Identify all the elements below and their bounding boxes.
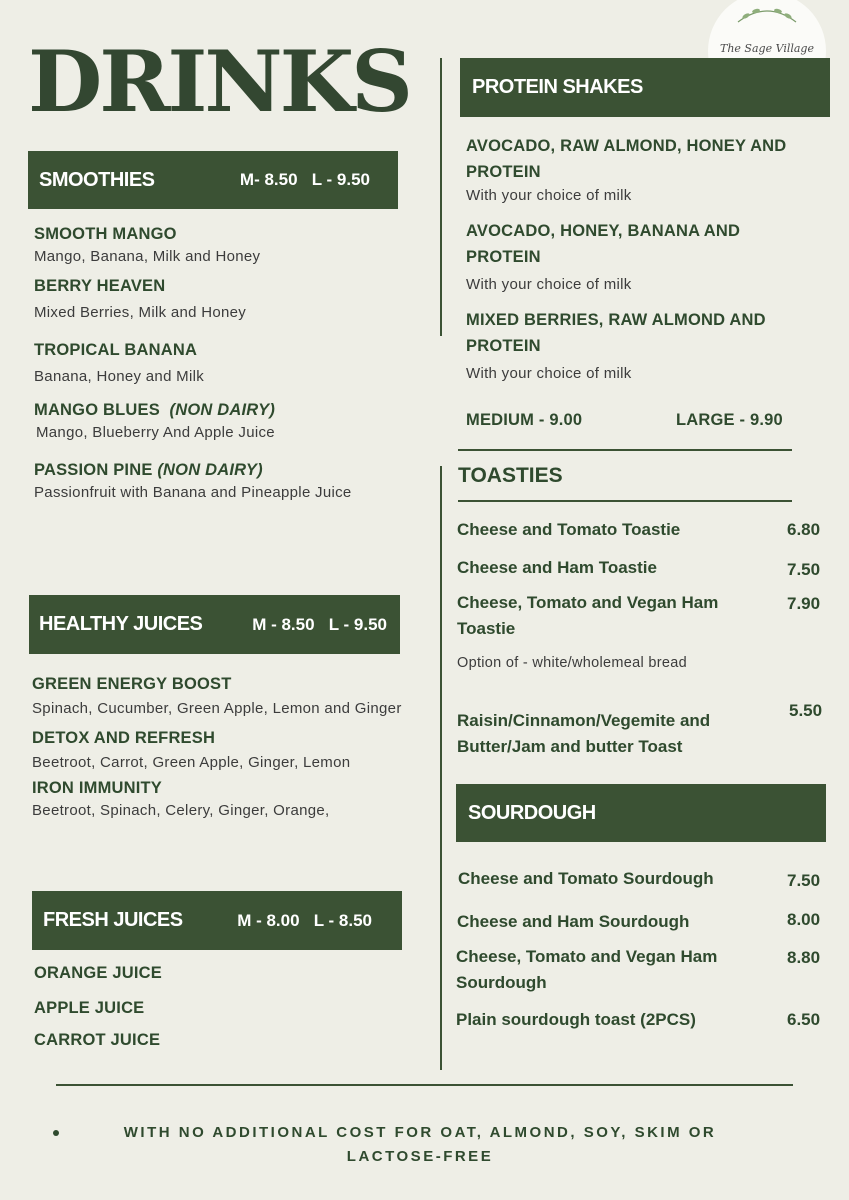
list-item	[32, 675, 432, 719]
item-name: MIXED BERRIES, RAW ALMOND AND PROTEIN	[466, 311, 766, 355]
item-name: PASSION PINE	[34, 461, 153, 479]
bullet-icon	[53, 1130, 59, 1136]
sourdough-price: 7.50	[787, 871, 821, 890]
smoothies-title: SMOOTHIES	[39, 168, 155, 191]
item-name: AVOCADO, RAW ALMOND, HONEY AND PROTEIN	[466, 137, 787, 181]
item-name: GREEN ENERGY BOOST	[32, 675, 232, 693]
fresh-juices-title: FRESH JUICES	[43, 909, 183, 931]
healthy-juices-list	[32, 675, 432, 821]
list-item	[34, 277, 414, 323]
healthy-juices-price: M - 8.50 L - 9.50	[252, 614, 387, 634]
fresh-juices-price: M - 8.00 L - 8.50	[237, 910, 372, 930]
item-name: TROPICAL BANANA	[34, 341, 198, 359]
item-desc: Mango, Blueberry And Apple Juice	[36, 424, 275, 441]
list-item	[34, 341, 414, 387]
sourdough-price: 6.50	[787, 1010, 821, 1029]
toastie-price: 5.50	[789, 701, 823, 720]
item-name: DETOX AND REFRESH	[32, 729, 216, 747]
item-name: MANGO BLUES	[34, 401, 160, 419]
item-desc: Beetroot, Carrot, Green Apple, Ginger, Lemon	[32, 754, 351, 771]
item-desc: With your choice of milk	[466, 365, 632, 382]
column-divider-bottom	[440, 466, 442, 1070]
item-tag: (NON DAIRY)	[169, 401, 276, 419]
item-name: SMOOTH MANGO	[34, 225, 177, 243]
footer-divider	[56, 1084, 793, 1086]
item-name: AVOCADO, HONEY, BANANA AND PROTEIN	[466, 222, 741, 266]
item-desc: Banana, Honey and Milk	[34, 368, 205, 385]
smoothies-list	[34, 225, 414, 503]
item-name: BERRY HEAVEN	[34, 277, 166, 295]
toastie-name: Raisin/Cinnamon/Vegemite and Butter/Jam and butter Toast	[457, 711, 711, 756]
sourdough-name: Plain sourdough toast (2PCS)	[456, 1010, 696, 1029]
page-title: DRINKS	[28, 32, 410, 131]
item-tag: (NON DAIRY)	[157, 461, 263, 479]
list-item: ORANGE JUICE	[34, 964, 163, 982]
healthy-juices-header	[29, 595, 400, 654]
item-desc: Passionfruit with Banana and Pineapple Juice	[34, 484, 352, 501]
protein-medium-price: MEDIUM - 9.00	[466, 411, 583, 429]
item-desc: Mango, Banana, Milk and Honey	[34, 248, 261, 265]
toasties-option: Option of - white/wholemeal bread	[457, 655, 687, 671]
smoothies-price: M- 8.50 L - 9.50	[239, 170, 370, 189]
toasties-title: TOASTIES	[458, 464, 563, 487]
list-item	[34, 461, 414, 503]
sourdough-price: 8.00	[787, 910, 821, 929]
sourdough-price: 8.80	[787, 948, 821, 967]
item-desc: With your choice of milk	[466, 276, 632, 293]
list-item	[466, 133, 806, 206]
item-desc: Beetroot, Spinach, Celery, Ginger, Orange,	[32, 802, 330, 819]
list-item	[34, 225, 414, 267]
protein-shakes-list	[466, 133, 806, 384]
item-desc: With your choice of milk	[466, 187, 632, 204]
divider	[458, 449, 792, 451]
list-item	[466, 218, 806, 295]
sourdough-name: Cheese and Tomato Sourdough	[458, 869, 714, 888]
item-desc: Mixed Berries, Milk and Honey	[34, 304, 247, 321]
protein-shakes-title: PROTEIN SHAKES	[472, 76, 643, 98]
column-divider-top	[440, 58, 442, 336]
toastie-price: 7.50	[787, 560, 821, 579]
list-item: CARROT JUICE	[34, 1031, 161, 1049]
logo-text: The Sage Village	[720, 42, 814, 55]
smoothies-header	[28, 151, 398, 209]
list-item	[32, 779, 432, 821]
sourdough-title: SOURDOUGH	[468, 801, 596, 824]
item-name: IRON IMMUNITY	[32, 779, 163, 797]
toastie-name: Cheese, Tomato and Vegan Ham Toastie	[457, 593, 719, 638]
toastie-price: 7.90	[787, 594, 821, 613]
fresh-juices-header	[32, 891, 402, 950]
toastie-price: 6.80	[787, 520, 821, 539]
toastie-name: Cheese and Ham Toastie	[457, 558, 657, 577]
list-item	[466, 307, 806, 384]
footer-note: WITH NO ADDITIONAL COST FOR OAT, ALMOND, SOY, SKIM OR LACTOSE-FREE	[123, 1124, 717, 1165]
toastie-name: Cheese and Tomato Toastie	[457, 520, 681, 539]
sourdough-header	[456, 784, 826, 842]
sourdough-name: Cheese and Ham Sourdough	[457, 912, 690, 931]
healthy-juices-title: HEALTHY JUICES	[39, 613, 203, 635]
list-item	[32, 729, 432, 773]
protein-shakes-header	[460, 58, 830, 117]
protein-large-price: LARGE - 9.90	[676, 411, 783, 429]
list-item	[34, 401, 414, 443]
divider	[458, 500, 792, 502]
list-item: APPLE JUICE	[34, 999, 145, 1017]
sourdough-name: Cheese, Tomato and Vegan Ham Sourdough	[456, 947, 718, 992]
item-desc: Spinach, Cucumber, Green Apple, Lemon and Ginger	[32, 700, 402, 717]
